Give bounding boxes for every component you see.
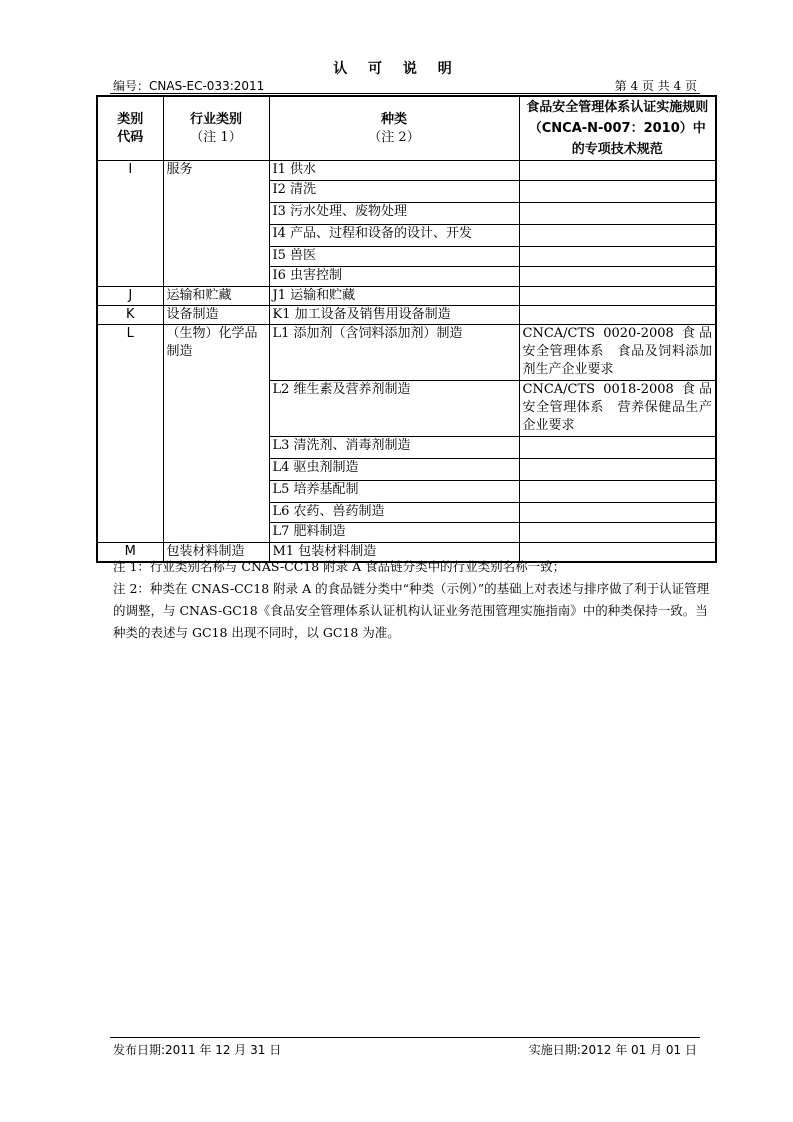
table-header-row [97,96,716,161]
standard-cell: CNCA/CTS 0020-2008 食品安全管理体系 食品及饲料添加剂生产企业要求 [519,325,716,381]
kind-cell: L6 农药、兽药制造 [269,503,519,523]
kind-cell: K1 加工设备及销售用设备制造 [269,306,519,325]
standard-cell [519,481,716,503]
kind-cell: L3 清洗剂、消毒剂制造 [269,437,519,459]
kind-cell: L2 维生素及营养剂制造 [269,381,519,437]
standard-cell [519,503,716,523]
kind-cell: J1 运输和贮藏 [269,287,519,306]
standard-cell [519,306,716,325]
note-1: 注 1：行业类别名称与 CNAS-CC18 附录 A 食品链分类中的行业类别名称一致； [113,559,566,574]
table-row [97,325,716,381]
kind-cell: L7 肥料制造 [269,523,519,543]
header-kind [269,96,519,161]
header-divider [110,93,700,94]
footer-divider [110,1037,700,1038]
issue-date: 发布日期:2011 年 12 月 31 日 [113,1043,282,1057]
standard-cell [519,225,716,247]
kind-cell: I3 污水处理、废物处理 [269,203,519,225]
industry-category: 服务 [163,161,269,287]
header-kind-label: 种类 [380,111,407,127]
category-code: K [97,306,163,325]
note-2: 注 2：种类在 CNAS-CC18 附录 A 的食品链分类中“种类（示例）”的基础上对表述与排序做了利于认证管理的调整，与 CNAS-GC18《食品安全管理体系认证机构认证业务范围管理实施指南》中的种类保持一致。当种类的表述与 GC18 出现不同时，以 GC18 为准。 [113,581,710,640]
standard-cell [519,267,716,287]
effective-date: 实施日期:2012 年 01 月 01 日 [528,1043,697,1057]
industry-category: （生物）化学品制造 [163,325,269,543]
category-code: I [97,161,163,287]
table-row [97,306,716,325]
header-standard: 食品安全管理体系认证实施规则（CNCA-N-007：2010）中的专项技术规范 [519,96,716,161]
kind-cell: L5 培养基配制 [269,481,519,503]
kind-cell: M1 包装材料制造 [269,543,519,563]
document-title: 认 可 说 明 [333,61,460,77]
document-number: 编号：CNAS-EC-033:2011 [113,79,265,93]
page-indicator: 第 4 页 共 4 页 [614,79,697,93]
header-industry-note: （注 1） [190,129,242,145]
standard-cell [519,203,716,225]
category-code: J [97,287,163,306]
standard-cell [519,287,716,306]
kind-cell: L1 添加剂（含饲料添加剂）制造 [269,325,519,381]
kind-cell: I5 兽医 [269,247,519,267]
industry-category: 运输和贮藏 [163,287,269,306]
standard-cell [519,247,716,267]
header-industry [163,96,269,161]
kind-cell: I1 供水 [269,161,519,181]
standard-cell [519,459,716,481]
header-code: 类别 代码 [97,96,163,161]
standard-cell [519,523,716,543]
header-industry-label: 行业类别 [189,111,242,127]
industry-category: 设备制造 [163,306,269,325]
standard-cell [519,161,716,181]
standard-cell [519,181,716,203]
industry-category: 包装材料制造 [163,543,269,563]
kind-cell: I4 产品、过程和设备的设计、开发 [269,225,519,247]
standard-cell: CNCA/CTS 0018-2008 食品安全管理体系 营养保健品生产企业要求 [519,381,716,437]
category-code: M [97,543,163,563]
kind-cell: I2 清洗 [269,181,519,203]
table-notes [113,556,713,644]
category-code: L [97,325,163,543]
table-row [97,161,716,181]
kind-cell: I6 虫害控制 [269,267,519,287]
standard-cell [519,437,716,459]
kind-cell: L4 驱虫剂制造 [269,459,519,481]
category-table [96,95,717,563]
table-row [97,287,716,306]
header-kind-note: （注 2） [368,129,420,145]
